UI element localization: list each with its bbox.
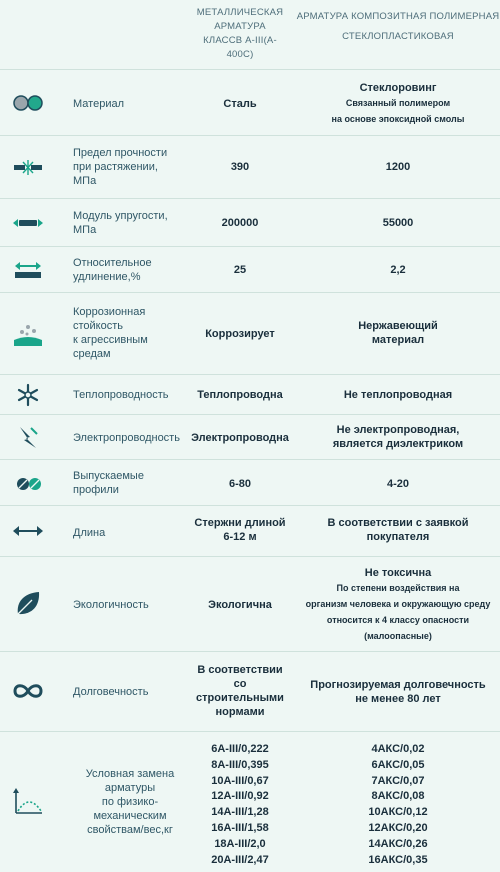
composite-value: Не электропроводная, является диэлектриком xyxy=(332,424,464,450)
row-label: Выпускаемые профили xyxy=(73,470,144,496)
header-composite xyxy=(296,10,500,44)
header-metal-line: 400С) xyxy=(226,49,254,60)
header-metal-line: КЛАССВ А-III(А- xyxy=(203,35,277,46)
row-label: Длина xyxy=(73,527,106,539)
header-composite-line: СТЕКЛОПЛАСТИКОВАЯ xyxy=(342,31,454,42)
table-row xyxy=(0,459,500,506)
composite-value: 4АКС/0,02 6АКС/0,05 7АКС/0,07 8АКС/0,08 10АКС/0,12 12АКС/0,20 14АКС/0,26 16АКС/0,35 xyxy=(368,743,428,866)
table-row xyxy=(0,198,500,247)
header-composite-line: АРМАТУРА КОМПОЗИТНАЯ ПОЛИМЕРНАЯ xyxy=(296,11,500,22)
two-circles-icon xyxy=(12,87,44,119)
composite-value: 1200 xyxy=(385,161,411,173)
row-label: Экологичность xyxy=(73,599,149,611)
double-arrow-icon xyxy=(12,515,44,547)
metal-value: В соответствии со строительными нормами xyxy=(196,664,284,718)
metal-value: Сталь xyxy=(223,98,257,110)
snowflake-icon xyxy=(12,379,44,411)
infinity-icon xyxy=(12,675,44,707)
table-row xyxy=(0,414,500,460)
rod-arrows-icon xyxy=(12,207,44,239)
row-label: Материал xyxy=(73,98,124,110)
row-label: Электропроводность xyxy=(73,432,180,444)
row-label: Коррозионная стойкость к агрессивным средам xyxy=(73,306,148,360)
table-row xyxy=(0,69,500,136)
metal-value: 6-80 xyxy=(228,478,252,490)
metal-value: Теплопроводна xyxy=(197,389,283,401)
composite-value: Прогнозируемая долговечность не менее 80 лет xyxy=(310,679,486,705)
row-label: Относительное удлинение,% xyxy=(73,257,152,283)
table-row xyxy=(0,374,500,415)
metal-value: Стержни длиной 6-12 м xyxy=(194,517,286,543)
composite-value: 2,2 xyxy=(390,264,406,276)
row-label: Условная замена арматуры по физико- механическим свойствам/вес,кг xyxy=(85,768,175,836)
row-label: Предел прочности при растяжении, МПа xyxy=(73,147,168,187)
table-row xyxy=(0,135,500,199)
trajectory-icon xyxy=(12,785,44,817)
table-header xyxy=(0,0,500,69)
table-row xyxy=(0,731,500,872)
metal-value: Экологична xyxy=(208,599,272,611)
row-label: Долговечность xyxy=(73,686,149,698)
table-row xyxy=(0,292,500,375)
elongation-icon xyxy=(12,254,44,286)
header-metal-line: МЕТАЛЛИЧЕСКАЯ xyxy=(196,7,284,18)
leaf-icon xyxy=(12,588,44,620)
metal-value: 390 xyxy=(230,161,250,173)
composite-value: Не теплопроводная xyxy=(343,389,453,401)
composite-value: 55000 xyxy=(382,217,414,229)
metal-value: 25 xyxy=(233,264,247,276)
header-metal-line: АРМАТУРА xyxy=(214,21,266,32)
table-row xyxy=(0,651,500,732)
composite-value: 4-20 xyxy=(386,478,410,490)
composite-value: Стеклоровинг Связанный полимером на основе эпоксидной смолы xyxy=(331,82,465,124)
table-row xyxy=(0,505,500,557)
composite-value: Не токсична По степени воздействия на организм человека и окружающую среду относится к 4 классу опасности (малоопасные) xyxy=(305,567,491,641)
metal-value: 6А-III/0,222 8А-III/0,395 10А-III/0,67 12А-III/0,92 14А-III/1,28 16А-III/1,58 18А-III/2,0 20А-III/2,47 xyxy=(211,743,269,866)
table-row xyxy=(0,556,500,652)
header-metal xyxy=(190,6,290,62)
composite-value: Нержавеющий материал xyxy=(358,320,438,346)
table-row xyxy=(0,246,500,293)
metal-value: 200000 xyxy=(221,217,259,229)
row-label: Теплопроводность xyxy=(73,389,169,401)
rupture-rod-icon xyxy=(12,151,44,183)
metal-value: Коррозирует xyxy=(205,328,275,340)
metal-value: Электропроводна xyxy=(191,432,289,444)
composite-value: В соответствии с заявкой покупателя xyxy=(327,517,469,543)
lightning-icon xyxy=(12,421,44,453)
row-label: Модуль упругости, МПа xyxy=(73,210,168,236)
profiles-icon xyxy=(12,467,44,499)
corrosion-drops-icon xyxy=(12,318,44,350)
